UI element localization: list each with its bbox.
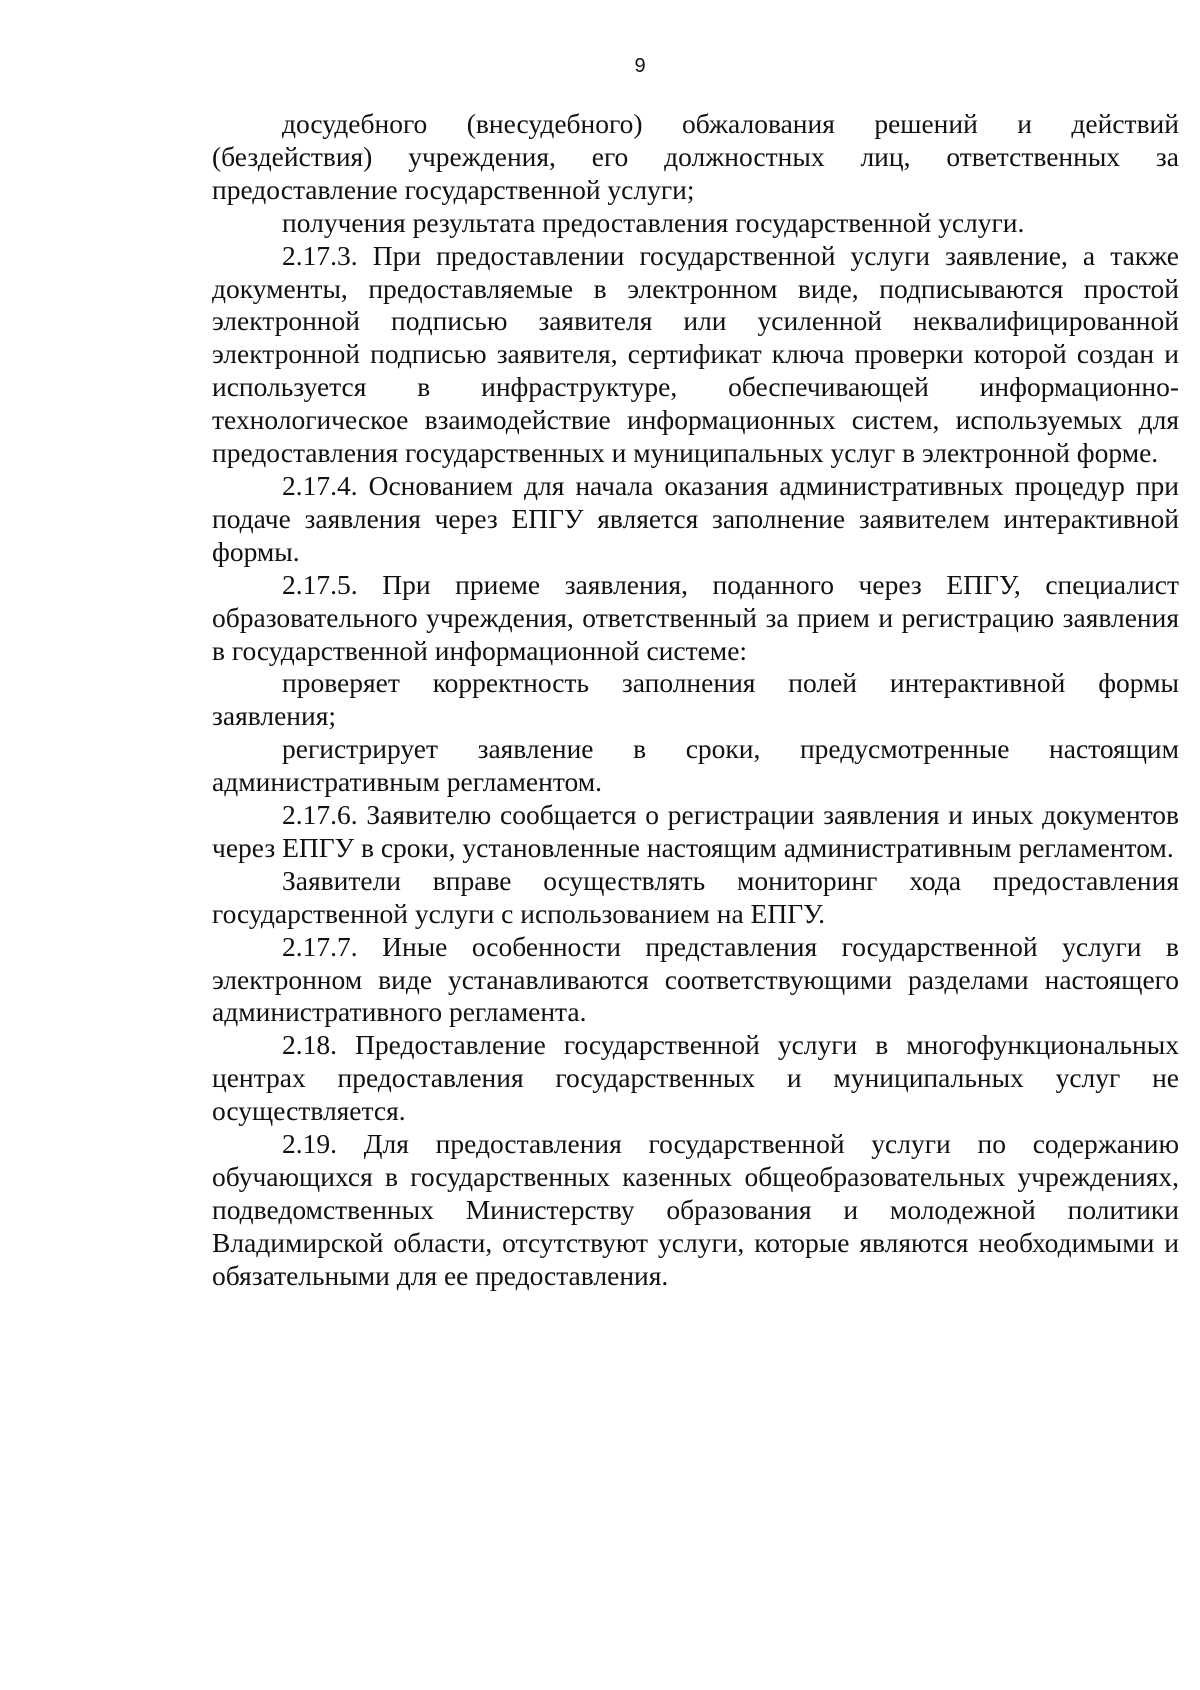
paragraph: 2.19. Для предоставления государственной услуги по содержанию обучающихся в государственных казенных общеобразовательных учреждениях, подведомственных Министерству образования и молодежной политики Владимирской области, отсутствуют услуги, которые являются необходимыми и обязательными для ее предоставления. — [212, 1128, 1179, 1291]
paragraph: 2.17.6. Заявителю сообщается о регистрации заявления и иных документов через ЕПГУ в сроки, установленные настоящим административным регламентом. — [212, 799, 1179, 863]
paragraph: 2.17.5. При приеме заявления, поданного через ЕПГУ, специалист образовательного учреждения, ответственный за прием и регистрацию заявления в государственной информационной системе: — [212, 568, 1179, 666]
paragraph: досудебного (внесудебного) обжалования решений и действий (бездействия) учреждения, его должностных лиц, ответственных за предоставление государственной услуги; — [212, 108, 1179, 205]
paragraph: 2.17.3. При предоставлении государственной услуги заявление, а также документы, предоставляемые в электронном виде, подписываются простой электронной подписью заявителя или усиленной неквалифицированной электронной подписью заявителя, сертификат ключа проверки которой создан и используется в инфраструктуре, обеспечивающей информационно-технологическое взаимодействие информационных систем, используемых для предоставления государственных и муниципальных услуг в электронной форме. — [212, 239, 1179, 469]
paragraph: 2.17.7. Иные особенности представления государственной услуги в электронном виде устанавливаются соответствующими разделами настоящего административного регламента. — [212, 930, 1179, 1028]
paragraph: регистрирует заявление в сроки, предусмотренные настоящим административным регламентом. — [212, 733, 1179, 798]
page-number: 9 — [634, 55, 646, 77]
paragraph: получения результата предоставления государственной услуги. — [282, 206, 1025, 238]
paragraph: проверяет корректность заполнения полей интерактивной формы заявления; — [212, 667, 1179, 732]
paragraph: Заявители вправе осуществлять мониторинг хода предоставления государственной услуги с использованием на ЕПГУ. — [212, 864, 1179, 929]
paragraph: 2.17.4. Основанием для начала оказания административных процедур при подаче заявления через ЕПГУ является заполнение заявителем интерактивной формы. — [212, 469, 1179, 567]
paragraph: 2.18. Предоставление государственной услуги в многофункциональных центрах предоставления государственных и муниципальных услуг не осуществляется. — [212, 1029, 1179, 1127]
document-body — [212, 108, 1179, 1293]
